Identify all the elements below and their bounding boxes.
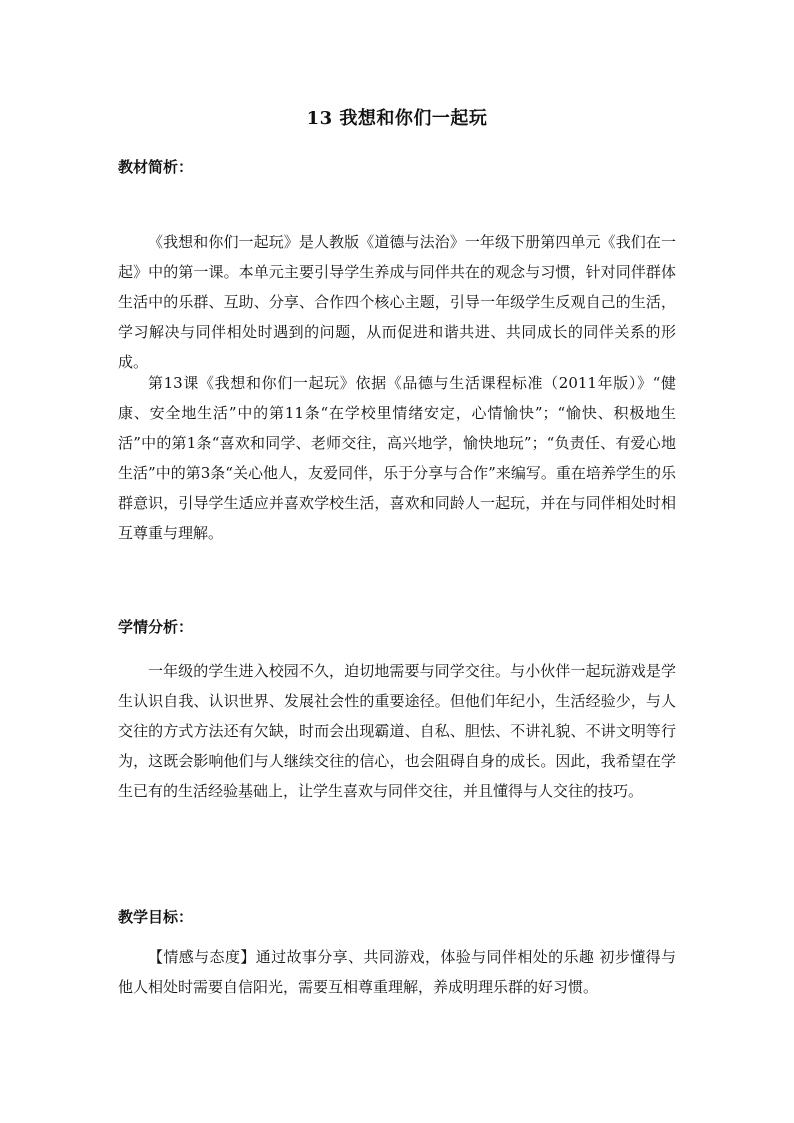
document-title: 13 我想和你们一起玩 xyxy=(306,108,488,129)
section-heading-teaching-goals: 教学目标： xyxy=(118,908,194,926)
paragraph-textbook-analysis-1: 《我想和你们一起玩》是人教版《道德与法治》一年级下册第四单元《我们在一起》中的第一课。本单元主要引导学生养成与同伴共在的观念与习惯，针对同伴群体生活中的乐群、互助、分享、合作四个核心主题，引导一年级学生反观自己的生活，学习解决与同伴相处时遇到的问题，从而促进和谐共进、共同成长的同伴关系的形成。 xyxy=(118,233,676,371)
section-heading-student-analysis: 学情分析： xyxy=(118,618,194,636)
paragraph-textbook-analysis-2: 第13课《我想和你们一起玩》依据《品德与生活课程标准（2011年版）》“健康、安全地生活”中的第11条“在学校里情绪安定，心情愉快”；“愉快、积极地生活”中的第1条“喜欢和同学、老师交往，高兴地学，愉快地玩”；“负责任、有爱心地生活”中的第3条“关心他人，友爱同伴，乐于分享与合作”来编写。重在培养学生的乐群意识，引导学生适应并喜欢学校生活，喜欢和同龄人一起玩，并在与同伴相处时相互尊重与理解。 xyxy=(118,374,676,542)
paragraph-teaching-goals: 【情感与态度】通过故事分享、共同游戏，体验与同伴相处的乐趣 初步懂得与他人相处时需要自信阳光，需要互相尊重理解，养成明理乐群的好习惯。 xyxy=(118,948,676,996)
paragraph-student-analysis: 一年级的学生进入校园不久，迫切地需要与同学交往。与小伙伴一起玩游戏是学生认识自我、认识世界、发展社会性的重要途径。但他们年纪小，生活经验少，与人交往的方式方法还有欠缺，时而会出现霸道、自私、胆怯、不讲礼貌、不讲文明等行为，这既会影响他们与人继续交往的信心，也会阻碍自身的成长。因此，我希望在学生已有的生活经验基础上，让学生喜欢与同伴交往，并且懂得与人交往的技巧。 xyxy=(118,662,676,800)
section-heading-textbook-analysis: 教材简析： xyxy=(118,158,194,176)
